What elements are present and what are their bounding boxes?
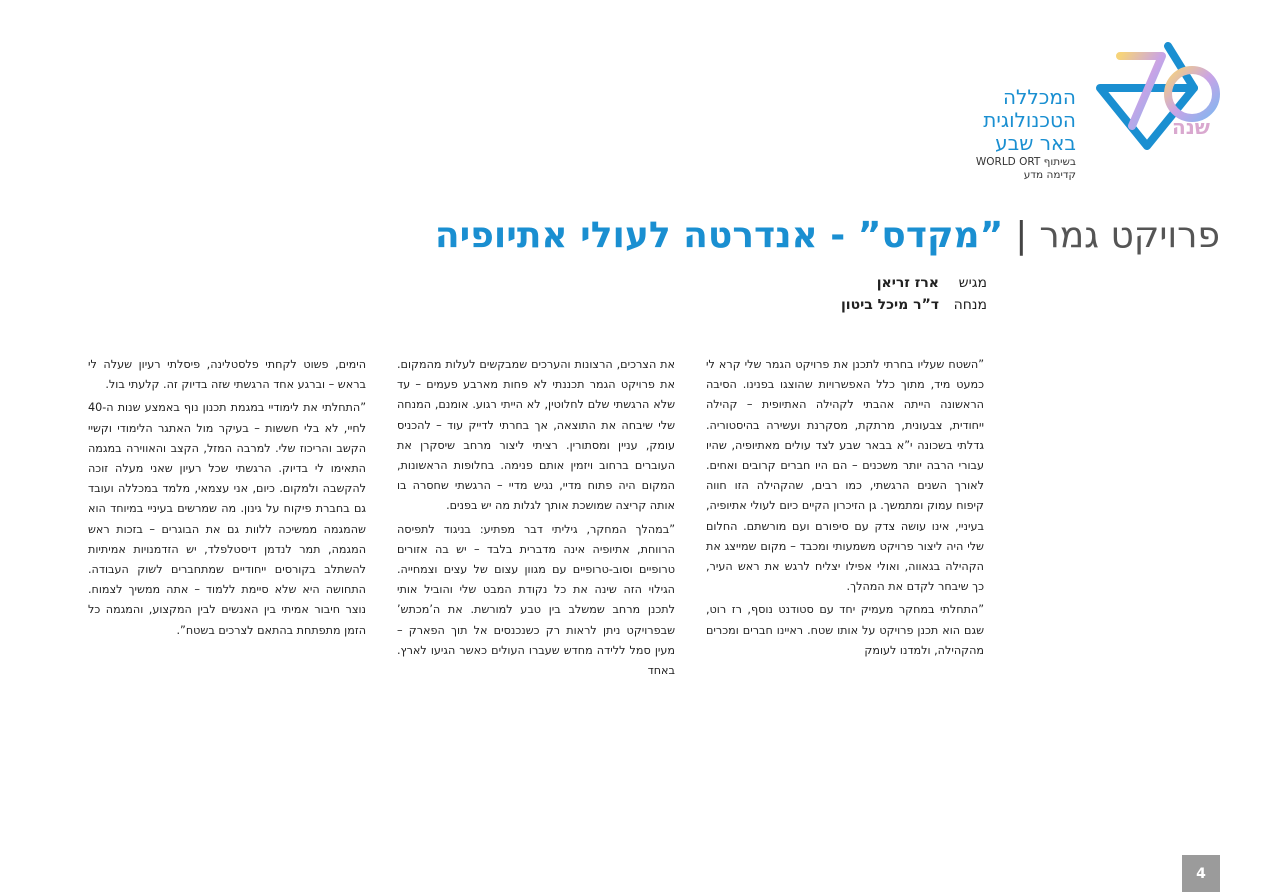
credit-role: מנחה [953,297,987,313]
credit-name: ארז זריאן [876,275,939,291]
partner-text [976,156,1076,182]
credit-row-advisor [841,294,987,316]
headline-separator: | [1015,215,1028,256]
credits [841,272,987,316]
article-paragraph: ”השטח שעליו בחרתי לתכנן את פרויקט הגמר שלי קרא לי כמעט מיד, מתוך כלל האפשרויות שהוצגו בפנינו. הסיבה הראשונה הייתה אהבתי לקהילה האתיופית – קהילה ייחודית, צבעונית, מרתקת, מסקרנת ועשירה בהיסטוריה. גדלתי בשכונה י”א בבאר שבע לצד עולים מאתיופיה, שהיו עבורי הרבה יותר משכנים – הם היו חברים קרובים ואחים. לאורך השנים הרגשתי, כמו רבים, שהקהילה הזו חווה קיפוח עמוק ומתמשך. גן הזיכרון הקיים כיום לעולי אתיופיה, בעיניי, אינו עושה צדק עם סיפורם ועם מורשתם. החלום שלי היה ליצור פרויקט משמעותי ומכבד – מקום שמייצג את הקהילה בגאווה, ואולי אפילו יצליח לרגש את ראש העיר, כך שיבחר לקדם את המהלך. [706,358,984,594]
headline-title: ”מקדס” - אנדרטה לעולי אתיופיה [434,215,1004,256]
article-paragraph: את הצרכים, הרצונות והערכים שמבקשים לעלות מהמקום. את פרויקט הגמר תכננתי לא פחות מארבע פעמים – עד שלא הרגשתי שלם לחלוטין, לא הייתי רגוע. אומנם, המנחה שלי שיבחה את התוצאה, אך בחרתי לדייק עוד – להכניס עומק, עניין ומסתורין. רציתי ליצור מרחב שיסקרן את העוברים ברחוב ויזמין אותם פנימה. בחלופות הראשונות, המקום היה פתוח מדיי, נגיש מדיי – הרגשתי שחסרה בו אותה קריצה שמושכת אותך לגלות מה יש בפנים. [397,358,675,513]
anniversary-word: שנה [1172,115,1210,139]
emblem-70-years-icon [1090,42,1222,150]
partner-line: בשיתוף WORLD ORT [975,156,1076,168]
institution-line: באר שבע [995,131,1076,155]
credit-name: ד”ר מיכל ביטון [840,297,939,313]
article-column-1 [706,355,984,664]
headline-kicker: פרויקט גמר [1039,215,1220,256]
article-paragraph: ”התחלתי במחקר מעמיק יחד עם סטודנט נוסף, רז רוט, שגם הוא תכנן פרויקט על אותו שטח. ראיינו חברים ומכרים מהקהילה, ולמדנו לעומק [706,603,984,657]
article-column-2 [397,355,675,684]
institution-line: המכללה [1002,85,1076,109]
credit-role: מגיש [958,275,987,291]
page-number: 4 [1182,855,1220,892]
credit-row-presenter [841,272,987,294]
institution-line: הטכנולוגית [983,108,1076,132]
article-paragraph: ”במהלך המחקר, גיליתי דבר מפתיע: בניגוד לתפיסה הרווחת, אתיופיה אינה מדברית בלבד – יש בה אזורים טרופיים וסוב-טרופיים עם מגוון עצום של עצים וצמחייה. הגילוי הזה שינה את כל נקודת המבט שלי והוביל אותי לתכנן מרחב שמשלב בין טבע למורשת. את ה’מכתש’ שבפרויקט ניתן לראות רק כשנכנסים אל תוך הפארק – מעין סמל ללידה מחדש שעברו העולים כאשר הגיעו לארץ. באחד [397,522,675,678]
partner-line: קדימה מדע [1023,169,1076,181]
page-headline [435,212,1220,260]
article-paragraph: הימים, פשוט לקחתי פלסטלינה, פיסלתי רעיון שעלה לי בראש – וברגע אחד הרגשתי שזה בדיוק זה. קלעתי בול. [88,358,366,392]
article-paragraph: ”התחלתי את לימודיי במגמת תכנון נוף באמצע שנות ה-40 לחיי, לא בלי חששות – בעיקר מול האתגר הלימודי וקשיי הקשב והריכוז שלי. למרבה המזל, הקצב והאווירה במגמה התאימו לי בדיוק. הרגשתי שכל רעיון שאני מעלה זוכה להקשבה ולמקום. כיום, אני עצמאי, מלמד במכללה ועובד גם בחברת פיקוח על גינון. מה שמרשים בעיניי במיוחד הוא שהמגמה ממשיכה ללוות גם את הבוגרים – בזכות ראש המגמה, תמר לנדמן דיסטלפלד, יש הזדמנויות אמיתיות להשתלב בקורסים ייחודיים שמתחברים לשוק העבודה. התחושה היא שלא סיימת ללמוד – אתה ממשיך לצמוח. נוצר חיבור אמיתי בין האנשים לבין המקצוע, והמגמה כל הזמן מתפתחת בהתאם לצרכים בשטח”. [88,401,366,637]
institution-name [876,86,1076,155]
article-column-3 [88,355,366,644]
